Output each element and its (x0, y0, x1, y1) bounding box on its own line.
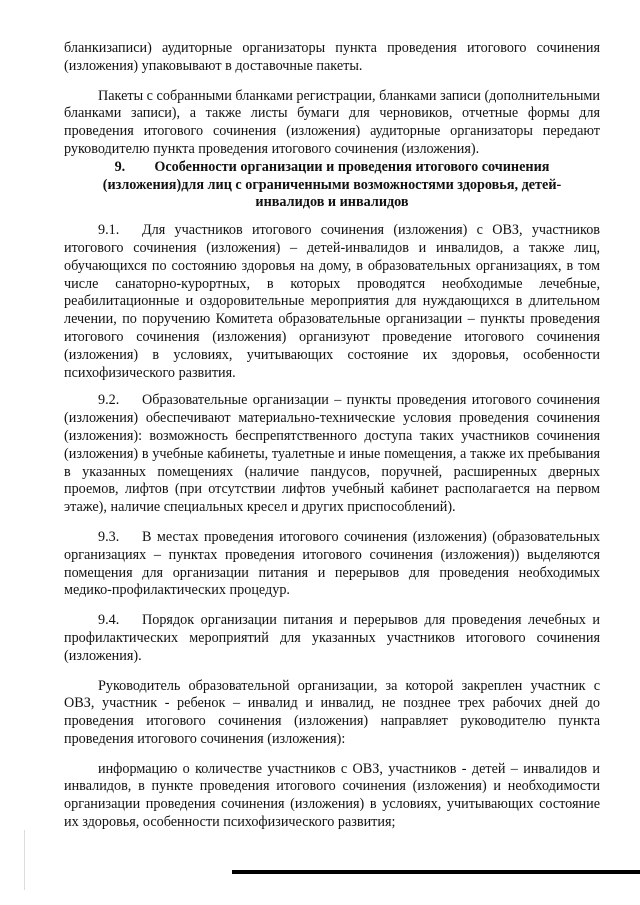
item-text: Для участников итогового сочинения (изложения) с ОВЗ, участников итогового сочинения (изложения) – детей-инвалидов и инвалидов, а также лиц, обучающихся по состоянию здоровья на дому, в образовательных организациях, в том числе санаторно-курортных, в которых проводятся необходимые лечебные, реабилитационные и оздоровительные мероприятия для нуждающихся в длительном лечении, по поручению Комитета образовательные организации – пункты проведения итогового сочинения (изложения) организуют проведение итогового сочинения (изложения) в условиях, учитывающих состояние их здоровья, особенности психофизического развития. (64, 222, 600, 381)
page-content (64, 40, 600, 832)
item-9-3 (64, 529, 600, 600)
bottom-scan-rule (232, 870, 640, 874)
item-9-1 (64, 222, 600, 382)
item-text: В местах проведения итогового сочинения (изложения) (образовательных организациях – пунктах проведения итогового сочинения (изложения)) выделяются помещения для организации питания и перерывов для проведения необходимых медико-профилактических процедур. (64, 528, 600, 599)
paragraph-director: Руководитель образовательной организации, за которой закреплен участник с ОВЗ, участник - ребенок – инвалид и инвалид, не позднее трех рабочих дней до проведения итогового сочинения (изложения) направляет руководителю пункта проведения итогового сочинения (изложения): (64, 677, 600, 747)
section-title: Особенности организации и проведения итогового сочинения (изложения)для лиц с ограниченными возможностями здоровья, детей-инвалидов и инвалидов (102, 158, 562, 211)
item-number: 9.3. (98, 528, 120, 545)
item-9-4 (64, 612, 600, 665)
item-number: 9.2. (98, 392, 120, 409)
item-text: Образовательные организации – пункты проведения итогового сочинения (изложения) обеспечивают материально-технические условия проведения сочинения (изложения): возможность беспрепятственного доступа таких участников сочинения (изложения) в учебные кабинеты, туалетные и иные помещения, а также их пребывания в указанных помещениях (наличие пандусов, поручней, расширенных дверных проемов, лифтов (при отсутствии лифтов учебный кабинет располагается на первом этаже), наличие специальных кресел и других приспособлений). (64, 392, 600, 516)
section-number: 9. (114, 158, 126, 175)
paragraph-continuation: бланкизаписи) аудиторные организаторы пункта проведения итогового сочинения (изложения) упаковывают в доставочные пакеты. (64, 40, 600, 74)
paragraph-information: информацию о количестве участников с ОВЗ, участников - детей – инвалидов и инвалидов, в пункте проведения итогового сочинения (изложения) и необходимости организации проведения сочинения (изложения) в условиях, учитывающих состояние их здоровья, особенности психофизического развития; (64, 760, 600, 831)
item-9-2 (64, 392, 600, 517)
scan-edge-mark (24, 830, 25, 890)
item-number: 9.4. (98, 612, 120, 629)
item-text: Порядок организации питания и перерывов для проведения лечебных и профилактических мероприятий для указанных участников итогового сочинения (изложения). (64, 612, 600, 664)
item-number: 9.1. (98, 222, 120, 239)
paragraph-packets: Пакеты с собранными бланками регистрации, бланками записи (дополнительными бланками записи), а также листы бумаги для черновиков, отчетные формы для проведения итогового сочинения (изложения) аудиторные организаторы передают руководителю пункта проведения итогового сочинения (изложения). (64, 87, 600, 157)
section-heading (64, 159, 600, 212)
